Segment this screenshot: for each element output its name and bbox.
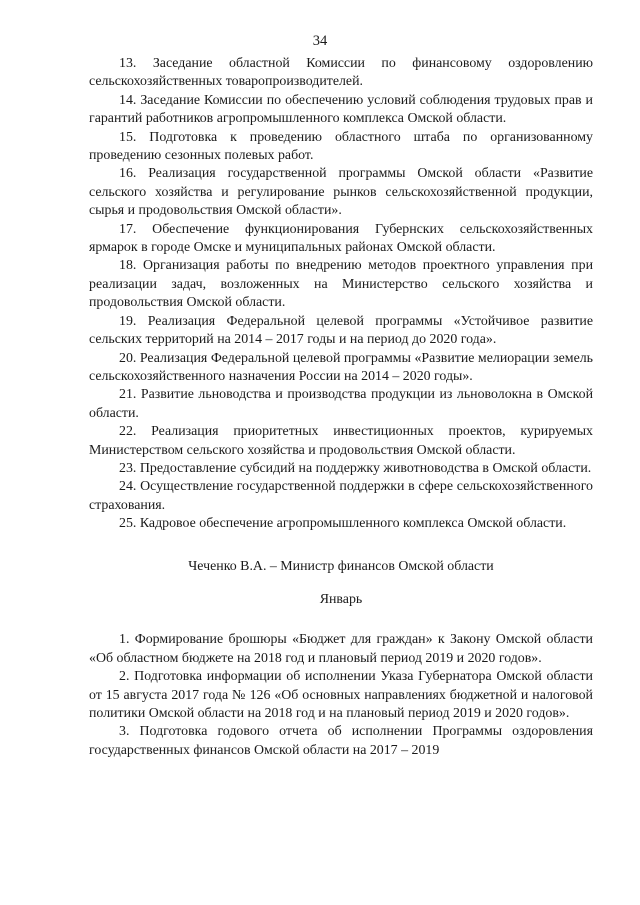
list-item: 16. Реализация государственной программы Омской области «Развитие сельского хозяйства и регулирование рынков сельскохозяйственной продукции, сырья и продовольствия Омской области».: [89, 166, 593, 219]
list-item: 20. Реализация Федеральной целевой программы «Развитие мелиорации земель сельскохозяйственного назначения России на 2014 – 2020 годы».: [89, 350, 593, 384]
list-item: 2. Подготовка информации об исполнении Указа Губернатора Омской области от 15 августа 2017 года № 126 «Об основных направлениях бюджетной и налоговой политики Омской области на 2018 год и на плановый период 2019 и 2020 годов».: [89, 669, 593, 721]
list-item: 15. Подготовка к проведению областного штаба по организованному проведению сезонных полевых работ.: [89, 129, 593, 164]
list-item: 23. Предоставление субсидий на поддержку животноводства в Омской области.: [119, 460, 592, 476]
list-item: 3. Подготовка годового отчета об исполнении Программы оздоровления государственных финансов Омской области на 2017 – 2019: [89, 724, 593, 758]
list-item: 24. Осуществление государственной поддержки в сфере сельскохозяйственного страхования.: [89, 479, 593, 513]
list-item: 19. Реализация Федеральной целевой программы «Устойчивое развитие сельских территорий на 2014 – 2017 годы и на период до 2020 года».: [89, 313, 593, 348]
list-item: 25. Кадровое обеспечение агропромышленного комплекса Омской области.: [119, 516, 567, 532]
list-item: 22. Реализация приоритетных инвестиционных проектов, курируемых Министерством сельского хозяйства и продовольствия Омской области.: [89, 424, 593, 458]
list-item: 21. Развитие льноводства и производства продукции из льноволокна в Омской области.: [89, 387, 593, 421]
list-item: 13. Заседание областной Комиссии по финансовому оздоровлению сельскохозяйственных товаропроизводителей.: [89, 56, 593, 90]
page-number: 34: [312, 33, 328, 49]
list-item: 1. Формирование брошюры «Бюджет для граждан» к Закону Омской области «Об областном бюджете на 2018 год и плановый период 2019 и 2020 годов».: [89, 632, 593, 666]
list-item: 14. Заседание Комиссии по обеспечению условий соблюдения трудовых прав и гарантий работников агропромышленного комплекса Омской области.: [89, 92, 593, 127]
document-body: [89, 55, 593, 760]
month-heading: Январь: [319, 591, 363, 607]
list-item: 18. Организация работы по внедрению методов проектного управления при реализации задач, возложенных на Министерство сельского хозяйства и продовольствия Омской области.: [89, 258, 593, 311]
section-heading-minister: Чеченко В.А. – Министр финансов Омской области: [188, 558, 494, 574]
list-item: 17. Обеспечение функционирования Губернских сельскохозяйственных ярмарок в городе Омске и муниципальных районах Омской области.: [89, 221, 593, 256]
